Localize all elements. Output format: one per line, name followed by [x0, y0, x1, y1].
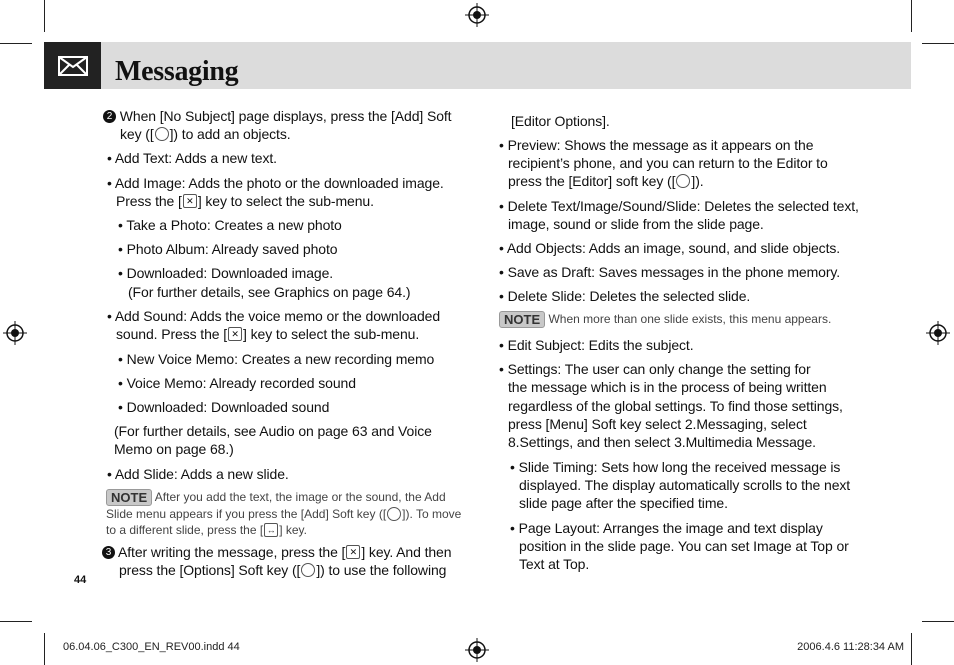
- footer-file-info: 06.04.06_C300_EN_REV00.indd 44: [63, 641, 240, 653]
- soft-key-left-icon: [387, 507, 401, 521]
- crop-mark: [0, 43, 32, 44]
- delete-item: • Delete Text/Image/Sound/Slide: Deletes the selected text,: [499, 198, 859, 214]
- add-image-line-2: Press the [ ✕ ] key to select the sub-menu.: [116, 193, 374, 209]
- footer-date: 2006.4.6 11:28:34 AM: [797, 641, 904, 653]
- step-3-line-1: 3 After writing the message, press the [ ✕ ] key. And then: [102, 543, 451, 561]
- voice-memo-item: • Voice Memo: Already recorded sound: [118, 375, 356, 391]
- step-3-number: 3: [102, 546, 115, 559]
- settings-item: • Settings: The user can only change the setting for: [499, 361, 811, 377]
- preview-line-3: press the [Editor] soft key ([ ]).: [508, 173, 704, 189]
- crop-mark: [922, 43, 954, 44]
- crop-mark: [911, 633, 912, 665]
- soft-key-right-icon: [676, 174, 690, 188]
- slide-timing-line-3: slide page after the specified time.: [519, 495, 728, 511]
- registration-mark-icon: [3, 321, 27, 345]
- crop-mark: [0, 621, 32, 622]
- save-draft-item: • Save as Draft: Saves messages in the phone memory.: [499, 264, 841, 280]
- delete-slide-item: • Delete Slide: Deletes the selected slide.: [499, 288, 751, 304]
- sound-note-line-2: Memo on page 68.): [114, 441, 234, 457]
- sound-note-line-1: (For further details, see Audio on page 63 and Voice: [114, 423, 432, 439]
- add-sound-item: • Add Sound: Adds the voice memo or the downloaded: [107, 308, 441, 324]
- slide-timing-item: • Slide Timing: Sets how long the received message is: [510, 459, 841, 475]
- slide-timing-line-2: displayed. The display automatically scrolls to the next: [519, 477, 851, 493]
- add-text-item: • Add Text: Adds a new text.: [107, 150, 277, 166]
- take-photo-item: • Take a Photo: Creates a new photo: [118, 217, 342, 233]
- note-left-line-3: to a different slide, press the [ ↔ ] key.: [106, 523, 307, 537]
- add-image-item: • Add Image: Adds the photo or the downloaded image.: [107, 175, 444, 191]
- preview-item: • Preview: Shows the message as it appears on the: [499, 137, 814, 153]
- navigation-key-icon: ✕: [346, 545, 360, 559]
- step-2-line-2: key ([ ]) to add an objects.: [120, 126, 291, 142]
- navigation-key-icon: ✕: [183, 194, 197, 208]
- crop-mark: [44, 0, 45, 32]
- registration-mark-icon: [926, 321, 950, 345]
- note-left-line-2: Slide menu appears if you press the [Add] Soft key ([ ]). To move: [106, 507, 462, 521]
- page-layout-line-3: Text at Top.: [519, 556, 590, 572]
- delete-line-2: image, sound or slide from the slide page.: [508, 216, 764, 232]
- add-objects-item: • Add Objects: Adds an image, sound, and slide objects.: [499, 240, 841, 256]
- page-number: 44: [74, 574, 87, 586]
- settings-line-2: the message which is in the process of being written: [508, 379, 827, 395]
- settings-line-4: press [Menu] Soft key select 2.Messaging, select: [508, 416, 807, 432]
- navigation-key-icon: ✕: [228, 327, 242, 341]
- add-sound-line-2: sound. Press the [ ✕ ] key to select the sub-menu.: [116, 326, 420, 342]
- step-3-line-2: press the [Options] Soft key ([ ]) to use the following: [119, 562, 447, 578]
- downloaded-sound-item: • Downloaded: Downloaded sound: [118, 399, 330, 415]
- crop-mark: [922, 621, 954, 622]
- note-left-line-1: NOTE After you add the text, the image or the sound, the Add: [106, 489, 446, 506]
- registration-mark-icon: [465, 638, 489, 662]
- downloaded-image-note: (For further details, see Graphics on page 64.): [128, 284, 411, 300]
- page-layout-item: • Page Layout: Arranges the image and text display: [510, 520, 823, 536]
- soft-key-right-icon: [301, 563, 315, 577]
- soft-key-left-icon: [155, 127, 169, 141]
- crop-mark: [911, 0, 912, 32]
- add-slide-item: • Add Slide: Adds a new slide.: [107, 466, 289, 482]
- navigation-key-icon: ↔: [264, 523, 278, 537]
- page-title: Messaging: [115, 56, 239, 87]
- crop-mark: [44, 633, 45, 665]
- step-2-line-1: 2 When [No Subject] page displays, press the [Add] Soft: [103, 107, 451, 125]
- settings-line-3: regardless of the global settings. To find those settings,: [508, 398, 843, 414]
- page-layout-line-2: position in the slide page. You can set Image at Top or: [519, 538, 849, 554]
- new-voice-memo-item: • New Voice Memo: Creates a new recording memo: [118, 351, 435, 367]
- registration-mark-icon: [465, 3, 489, 27]
- preview-line-2: recipient’s phone, and you can return to the Editor to: [508, 155, 828, 171]
- note-badge: NOTE: [499, 311, 545, 328]
- envelope-icon: [58, 56, 88, 76]
- editor-options-text: [Editor Options].: [511, 113, 610, 129]
- note-badge: NOTE: [106, 489, 152, 506]
- note-right: NOTE When more than one slide exists, this menu appears.: [499, 311, 831, 328]
- step-2-number: 2: [103, 110, 116, 123]
- header-icon-box: [44, 42, 101, 89]
- photo-album-item: • Photo Album: Already saved photo: [118, 241, 338, 257]
- settings-line-5: 8.Settings, and then select 3.Multimedia Message.: [508, 434, 816, 450]
- edit-subject-item: • Edit Subject: Edits the subject.: [499, 337, 694, 353]
- downloaded-image-item: • Downloaded: Downloaded image.: [118, 265, 334, 281]
